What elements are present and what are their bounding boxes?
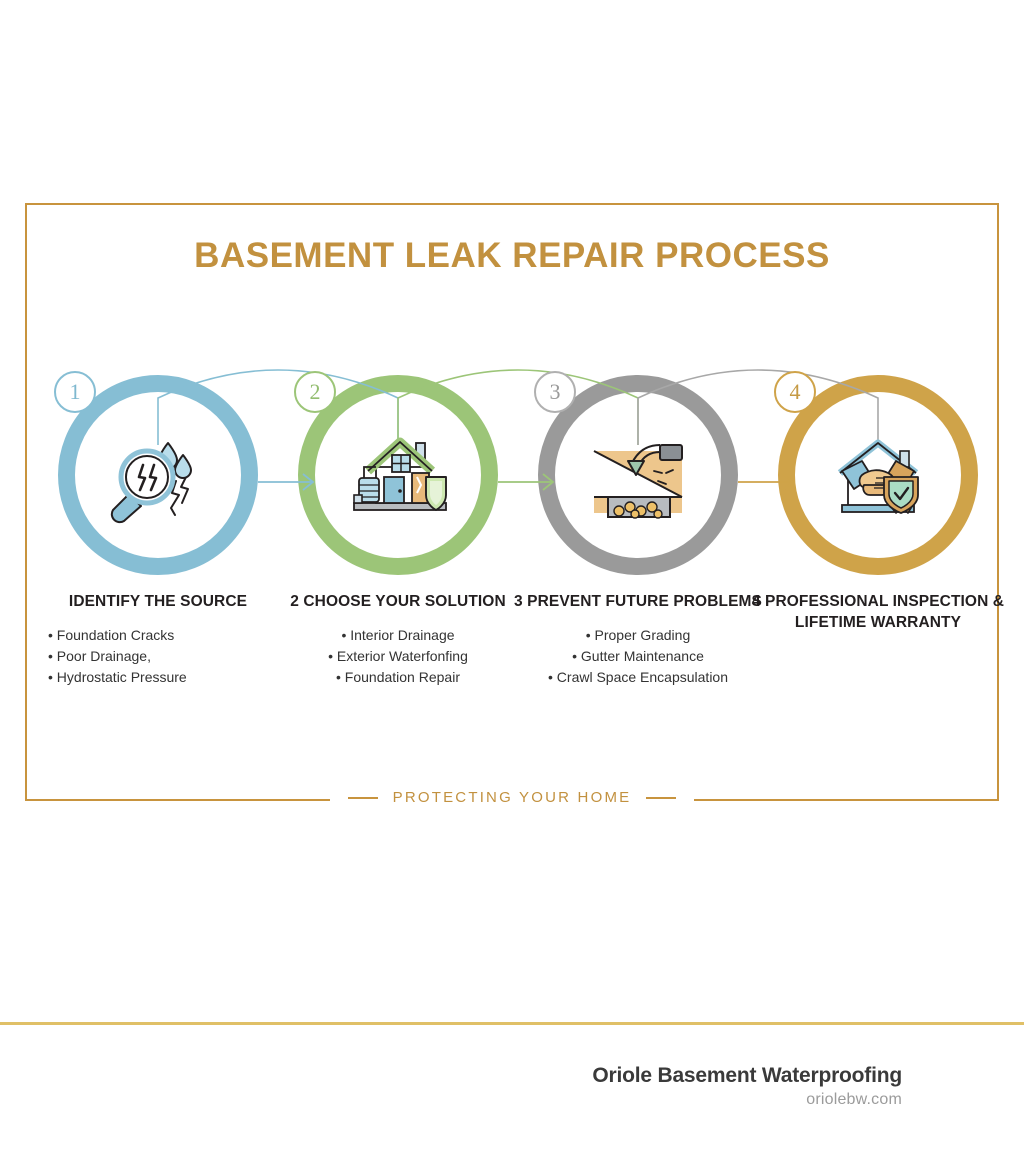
step-4-circle	[778, 375, 978, 575]
handshake-house-award-icon	[804, 401, 952, 549]
step-3-bullets	[508, 625, 768, 688]
step-2-text	[268, 592, 528, 688]
list-item: • Gutter Maintenance	[572, 647, 704, 664]
tagline	[330, 789, 694, 806]
step-4-number-badge: 4	[774, 371, 816, 413]
step-3-heading: 3 PREVENT FUTURE PROBLEMS	[514, 593, 762, 610]
tagline-dash-left	[348, 797, 378, 799]
list-item: • Exterior Waterfonfing	[328, 647, 468, 664]
list-item: • Crawl Space Encapsulation	[548, 668, 728, 685]
list-item: • Foundation Cracks	[48, 626, 175, 643]
magnifier-crack-water-icon	[84, 401, 232, 549]
list-item: • Proper Grading	[585, 626, 691, 643]
process-steps	[25, 330, 1005, 750]
step-4-heading: 4 PROFESSIONAL INSPECTION & LIFETIME WARRANTY	[751, 593, 1005, 631]
step-1-text	[28, 592, 288, 688]
process-step-1[interactable]	[38, 330, 278, 750]
step-3-circle	[538, 375, 738, 575]
house-shield-drainage-icon	[324, 401, 472, 549]
step-2-bullets	[268, 625, 528, 688]
downspout-grading-gravel-icon	[564, 401, 712, 549]
step-2-heading: 2 CHOOSE YOUR SOLUTION	[290, 593, 506, 610]
step-1-number-badge: 1	[54, 371, 96, 413]
step-4-text	[748, 592, 1008, 634]
tagline-container	[0, 789, 1024, 807]
tagline-dash-right	[646, 797, 676, 799]
brand-name: Oriole Basement Waterproofing	[592, 1064, 902, 1087]
process-step-2[interactable]	[278, 330, 518, 750]
list-item: • Hydrostatic Pressure	[48, 668, 187, 685]
list-item: • Poor Drainage,	[48, 647, 151, 664]
step-2-number-badge: 2	[294, 371, 336, 413]
step-1-bullets	[28, 625, 288, 688]
tagline-text: PROTECTING YOUR HOME	[392, 789, 632, 806]
step-3-number-badge: 3	[534, 371, 576, 413]
page-title: BASEMENT LEAK REPAIR PROCESS	[194, 236, 830, 275]
step-2-circle	[298, 375, 498, 575]
step-1-heading: IDENTIFY THE SOURCE	[68, 593, 248, 610]
step-1-circle	[58, 375, 258, 575]
process-step-3[interactable]	[514, 330, 762, 750]
list-item: • Interior Drainage	[341, 626, 455, 643]
step-3-text	[508, 592, 768, 688]
process-step-4[interactable]	[751, 330, 1005, 750]
brand-url: oriolebw.com	[806, 1091, 902, 1108]
footer-divider	[0, 1022, 1024, 1025]
list-item: • Foundation Repair	[336, 668, 460, 685]
